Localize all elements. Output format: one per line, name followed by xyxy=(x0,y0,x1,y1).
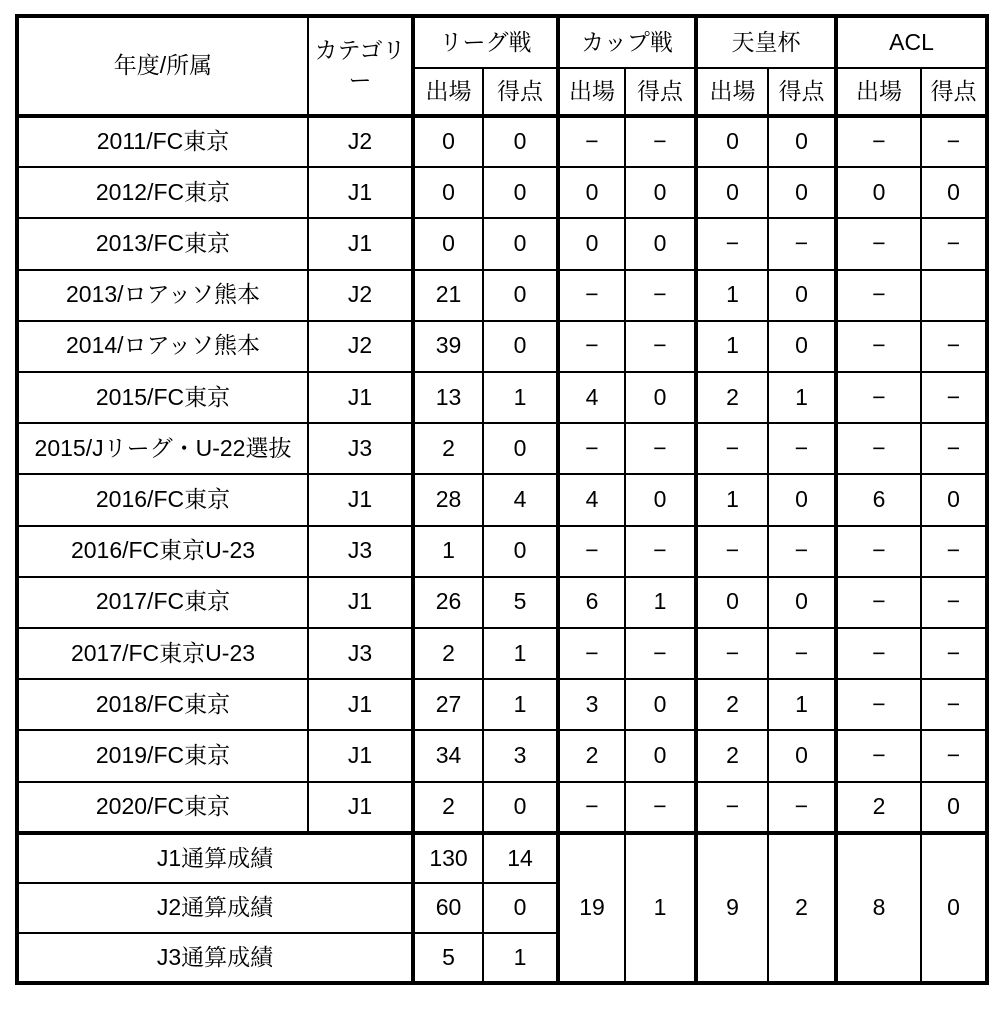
stat-cell: − xyxy=(696,423,768,474)
category-cell: J2 xyxy=(308,270,413,321)
category-cell: J3 xyxy=(308,628,413,679)
table-row xyxy=(17,167,987,218)
stat-cell: − xyxy=(836,321,921,372)
year-club-cell: 2013/FC東京 xyxy=(17,218,308,269)
stat-cell: − xyxy=(625,423,696,474)
stat-cell: 0 xyxy=(558,167,625,218)
total-appearances-cell: 130 xyxy=(413,833,483,883)
stat-cell: 0 xyxy=(625,372,696,423)
year-club-cell: 2015/Jリーグ・U-22選抜 xyxy=(17,423,308,474)
stat-cell: 2 xyxy=(696,372,768,423)
stat-cell: − xyxy=(768,423,836,474)
stat-cell: 0 xyxy=(696,577,768,628)
stat-cell: − xyxy=(836,730,921,781)
stat-cell: 3 xyxy=(558,679,625,730)
stat-cell: 0 xyxy=(768,474,836,525)
header-appearances-acl: 出場 xyxy=(836,68,921,116)
header-category: カテゴリー xyxy=(308,16,413,116)
stat-cell: 1 xyxy=(768,679,836,730)
merged-total-cell: 1 xyxy=(625,833,696,983)
total-appearances-cell: 5 xyxy=(413,933,483,983)
header-appearances-cup: 出場 xyxy=(558,68,625,116)
stat-cell: − xyxy=(696,782,768,833)
stat-cell: 0 xyxy=(768,321,836,372)
category-cell: J1 xyxy=(308,218,413,269)
stat-cell: 2 xyxy=(413,782,483,833)
stat-cell: − xyxy=(558,628,625,679)
header-goals-acl: 得点 xyxy=(921,68,987,116)
stat-cell: 1 xyxy=(696,270,768,321)
category-cell: J2 xyxy=(308,321,413,372)
stat-cell: 0 xyxy=(483,423,558,474)
stat-cell: − xyxy=(921,116,987,167)
stat-cell: 0 xyxy=(625,730,696,781)
total-appearances-cell: 60 xyxy=(413,883,483,933)
stat-cell: − xyxy=(696,628,768,679)
table-row xyxy=(17,116,987,167)
category-cell: J3 xyxy=(308,526,413,577)
year-club-cell: 2014/ロアッソ熊本 xyxy=(17,321,308,372)
stat-cell: − xyxy=(921,730,987,781)
stat-cell: − xyxy=(921,679,987,730)
stat-cell: 1 xyxy=(768,372,836,423)
stats-table xyxy=(15,14,989,985)
stat-cell: 2 xyxy=(558,730,625,781)
stat-cell: 27 xyxy=(413,679,483,730)
header-group-emperors-cup: 天皇杯 xyxy=(696,16,836,68)
total-label-cell: J3通算成績 xyxy=(17,933,413,983)
stat-cell: 0 xyxy=(768,167,836,218)
stat-cell: 26 xyxy=(413,577,483,628)
header-group-acl: ACL xyxy=(836,16,987,68)
stat-cell: − xyxy=(836,218,921,269)
stat-cell: − xyxy=(625,526,696,577)
stat-cell: − xyxy=(836,577,921,628)
year-club-cell: 2012/FC東京 xyxy=(17,167,308,218)
stat-cell: 0 xyxy=(413,167,483,218)
table-footer xyxy=(17,833,987,983)
header-goals-cup: 得点 xyxy=(625,68,696,116)
stat-cell: 0 xyxy=(483,167,558,218)
stat-cell: 1 xyxy=(483,628,558,679)
category-cell: J1 xyxy=(308,782,413,833)
stat-cell: − xyxy=(921,423,987,474)
stat-cell: − xyxy=(836,526,921,577)
category-cell: J1 xyxy=(308,372,413,423)
table-row xyxy=(17,270,987,321)
stat-cell: 0 xyxy=(921,782,987,833)
category-cell: J1 xyxy=(308,474,413,525)
total-row xyxy=(17,833,987,883)
stat-cell: 21 xyxy=(413,270,483,321)
total-goals-cell: 14 xyxy=(483,833,558,883)
stat-cell: 3 xyxy=(483,730,558,781)
header-appearances-emperors-cup: 出場 xyxy=(696,68,768,116)
table-row xyxy=(17,628,987,679)
stat-cell: 0 xyxy=(768,270,836,321)
stat-cell: − xyxy=(921,321,987,372)
stat-cell: 0 xyxy=(483,116,558,167)
stat-cell: 0 xyxy=(413,218,483,269)
stat-cell: 2 xyxy=(413,423,483,474)
table-row xyxy=(17,782,987,833)
stat-cell: − xyxy=(696,218,768,269)
stat-cell: 1 xyxy=(696,474,768,525)
stat-cell: − xyxy=(768,526,836,577)
merged-total-cell: 2 xyxy=(768,833,836,983)
header-goals-league: 得点 xyxy=(483,68,558,116)
year-club-cell: 2016/FC東京U-23 xyxy=(17,526,308,577)
year-club-cell: 2017/FC東京U-23 xyxy=(17,628,308,679)
stat-cell: 28 xyxy=(413,474,483,525)
header-goals-emperors-cup: 得点 xyxy=(768,68,836,116)
total-label-cell: J1通算成績 xyxy=(17,833,413,883)
stat-cell: − xyxy=(558,270,625,321)
category-cell: J1 xyxy=(308,679,413,730)
table-row xyxy=(17,372,987,423)
stat-cell: − xyxy=(768,628,836,679)
year-club-cell: 2019/FC東京 xyxy=(17,730,308,781)
table-row xyxy=(17,679,987,730)
stat-cell: 1 xyxy=(483,372,558,423)
stat-cell: 0 xyxy=(768,116,836,167)
stat-cell: − xyxy=(625,270,696,321)
stat-cell: 0 xyxy=(768,577,836,628)
stat-cell: − xyxy=(836,372,921,423)
stat-cell: 1 xyxy=(413,526,483,577)
stat-cell: 4 xyxy=(558,474,625,525)
stat-cell: 1 xyxy=(625,577,696,628)
stat-cell: − xyxy=(558,116,625,167)
stat-cell: 39 xyxy=(413,321,483,372)
stat-cell: − xyxy=(836,423,921,474)
stat-cell: 0 xyxy=(483,270,558,321)
stat-cell: 0 xyxy=(483,218,558,269)
stat-cell: − xyxy=(921,628,987,679)
category-cell: J1 xyxy=(308,577,413,628)
stat-cell: − xyxy=(625,321,696,372)
stat-cell: − xyxy=(558,526,625,577)
stat-cell: 4 xyxy=(483,474,558,525)
merged-total-cell: 0 xyxy=(921,833,987,983)
stat-cell: − xyxy=(836,116,921,167)
category-cell: J1 xyxy=(308,167,413,218)
merged-total-cell: 9 xyxy=(696,833,768,983)
stat-cell: − xyxy=(558,782,625,833)
header-top-row xyxy=(17,16,987,68)
stat-cell: − xyxy=(836,270,921,321)
stat-cell: − xyxy=(921,526,987,577)
total-goals-cell: 1 xyxy=(483,933,558,983)
stat-cell: 0 xyxy=(768,730,836,781)
merged-total-cell: 19 xyxy=(558,833,625,983)
year-club-cell: 2013/ロアッソ熊本 xyxy=(17,270,308,321)
stat-cell: 4 xyxy=(558,372,625,423)
stat-cell: 34 xyxy=(413,730,483,781)
stat-cell: 0 xyxy=(483,782,558,833)
stat-cell: − xyxy=(558,321,625,372)
stat-cell: 0 xyxy=(483,526,558,577)
table-header xyxy=(17,16,987,116)
year-club-cell: 2017/FC東京 xyxy=(17,577,308,628)
stat-cell: − xyxy=(836,628,921,679)
table-body xyxy=(17,116,987,833)
stat-cell: 2 xyxy=(696,679,768,730)
stat-cell: 0 xyxy=(921,474,987,525)
stat-cell: 0 xyxy=(921,167,987,218)
stat-cell: 6 xyxy=(558,577,625,628)
stat-cell: 0 xyxy=(625,679,696,730)
category-cell: J2 xyxy=(308,116,413,167)
year-club-cell: 2018/FC東京 xyxy=(17,679,308,730)
table-row xyxy=(17,474,987,525)
header-group-cup: カップ戦 xyxy=(558,16,696,68)
stat-cell: − xyxy=(625,116,696,167)
category-cell: J3 xyxy=(308,423,413,474)
table-row xyxy=(17,526,987,577)
stat-cell: − xyxy=(836,679,921,730)
stat-cell: 0 xyxy=(625,218,696,269)
stat-cell: 0 xyxy=(483,321,558,372)
stat-cell: 0 xyxy=(413,116,483,167)
stat-cell: 2 xyxy=(696,730,768,781)
table-row xyxy=(17,423,987,474)
total-goals-cell: 0 xyxy=(483,883,558,933)
table-row xyxy=(17,321,987,372)
table-row xyxy=(17,577,987,628)
stat-cell: − xyxy=(921,372,987,423)
year-club-cell: 2011/FC東京 xyxy=(17,116,308,167)
stat-cell xyxy=(921,270,987,321)
stat-cell: 1 xyxy=(696,321,768,372)
stat-cell: − xyxy=(768,782,836,833)
stat-cell: − xyxy=(625,782,696,833)
stat-cell: 2 xyxy=(836,782,921,833)
header-appearances-league: 出場 xyxy=(413,68,483,116)
stat-cell: − xyxy=(558,423,625,474)
stat-cell: 0 xyxy=(696,167,768,218)
stat-cell: 0 xyxy=(558,218,625,269)
stat-cell: 0 xyxy=(625,167,696,218)
header-group-league: リーグ戦 xyxy=(413,16,558,68)
stat-cell: 1 xyxy=(483,679,558,730)
table-row xyxy=(17,218,987,269)
stat-cell: 5 xyxy=(483,577,558,628)
table-row xyxy=(17,730,987,781)
header-year-club: 年度/所属 xyxy=(17,16,308,116)
total-label-cell: J2通算成績 xyxy=(17,883,413,933)
merged-total-cell: 8 xyxy=(836,833,921,983)
category-cell: J1 xyxy=(308,730,413,781)
stat-cell: − xyxy=(625,628,696,679)
stat-cell: 2 xyxy=(413,628,483,679)
year-club-cell: 2016/FC東京 xyxy=(17,474,308,525)
stat-cell: − xyxy=(921,218,987,269)
stat-cell: − xyxy=(768,218,836,269)
stat-cell: 0 xyxy=(836,167,921,218)
stat-cell: 6 xyxy=(836,474,921,525)
stat-cell: 0 xyxy=(696,116,768,167)
stat-cell: 13 xyxy=(413,372,483,423)
stat-cell: − xyxy=(696,526,768,577)
year-club-cell: 2015/FC東京 xyxy=(17,372,308,423)
stat-cell: 0 xyxy=(625,474,696,525)
year-club-cell: 2020/FC東京 xyxy=(17,782,308,833)
stat-cell: − xyxy=(921,577,987,628)
